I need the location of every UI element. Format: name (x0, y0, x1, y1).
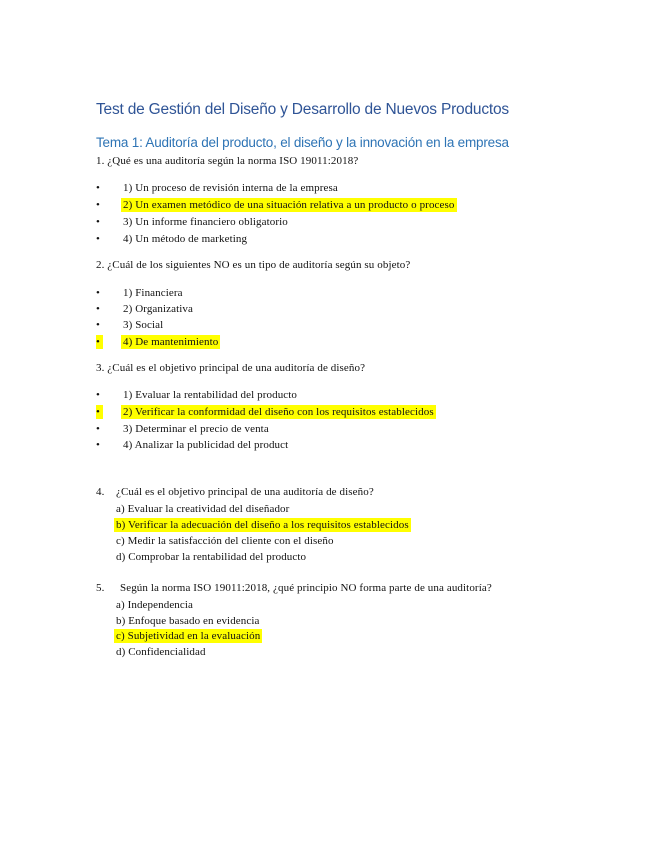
bullet: • (96, 423, 100, 435)
q5-option-d: d) Confidencialidad (116, 646, 206, 658)
question-3-text: 3. ¿Cuál es el objetivo principal de una auditoría de diseño? (96, 362, 366, 374)
question-2-text: 2. ¿Cuál de los siguientes NO es un tipo de auditoría según su objeto? (96, 259, 411, 271)
q2-option-1: 1) Financiera (123, 287, 183, 299)
q5-option-c-highlighted: c) Subjetividad en la evaluación (116, 630, 261, 642)
bullet: • (96, 287, 100, 299)
question-1-text: 1. ¿Qué es una auditoría según la norma ISO 19011:2018? (96, 155, 359, 167)
q4-option-b-highlighted: b) Verificar la adecuación del diseño a los requisitos establecidos (116, 519, 409, 531)
bullet: • (96, 439, 100, 451)
q3-option-3: 3) Determinar el precio de venta (123, 423, 269, 435)
q2-option-2: 2) Organizativa (123, 303, 194, 315)
q2-option-4-highlighted: 4) De mantenimiento (123, 336, 219, 348)
document-title: Test de Gestión del Diseño y Desarrollo de Nuevos Productos (96, 101, 509, 118)
question-4-number: 4. (96, 486, 105, 498)
q4-option-d: d) Comprobar la rentabilidad del producto (116, 551, 307, 563)
q1-option-2-highlighted: 2) Un examen metódico de una situación relativa a un producto o proceso (123, 199, 455, 211)
q2-option-3: 3) Social (123, 319, 164, 331)
bullet-highlighted: • (96, 335, 103, 349)
bullet: • (96, 303, 100, 315)
q1-option-3: 3) Un informe financiero obligatorio (123, 216, 288, 228)
question-5-text: Según la norma ISO 19011:2018, ¿qué principio NO forma parte de una auditoría? (120, 582, 492, 594)
q4-option-a: a) Evaluar la creatividad del diseñador (116, 503, 290, 515)
bullet: • (96, 199, 100, 211)
bullet: • (96, 233, 100, 245)
q1-option-1: 1) Un proceso de revisión interna de la empresa (123, 182, 338, 194)
bullet: • (96, 182, 100, 194)
q4-option-c: c) Medir la satisfacción del cliente con el diseño (116, 535, 334, 547)
q1-option-4: 4) Un método de marketing (123, 233, 248, 245)
q3-option-4: 4) Analizar la publicidad del product (123, 439, 289, 451)
q5-option-b: b) Enfoque basado en evidencia (116, 615, 260, 627)
q3-option-1: 1) Evaluar la rentabilidad del producto (123, 389, 298, 401)
question-5 (96, 582, 492, 594)
question-4 (96, 486, 374, 498)
question-4-text: ¿Cuál es el objetivo principal de una auditoría de diseño? (116, 486, 374, 498)
section-title: Tema 1: Auditoría del producto, el diseño y la innovación en la empresa (96, 135, 509, 150)
question-5-number: 5. (96, 582, 105, 594)
bullet: • (96, 319, 100, 331)
bullet-highlighted: • (96, 405, 103, 419)
bullet: • (96, 389, 100, 401)
bullet: • (96, 216, 100, 228)
q5-option-a: a) Independencia (116, 599, 194, 611)
q3-option-2-highlighted: 2) Verificar la conformidad del diseño con los requisitos establecidos (123, 406, 434, 418)
